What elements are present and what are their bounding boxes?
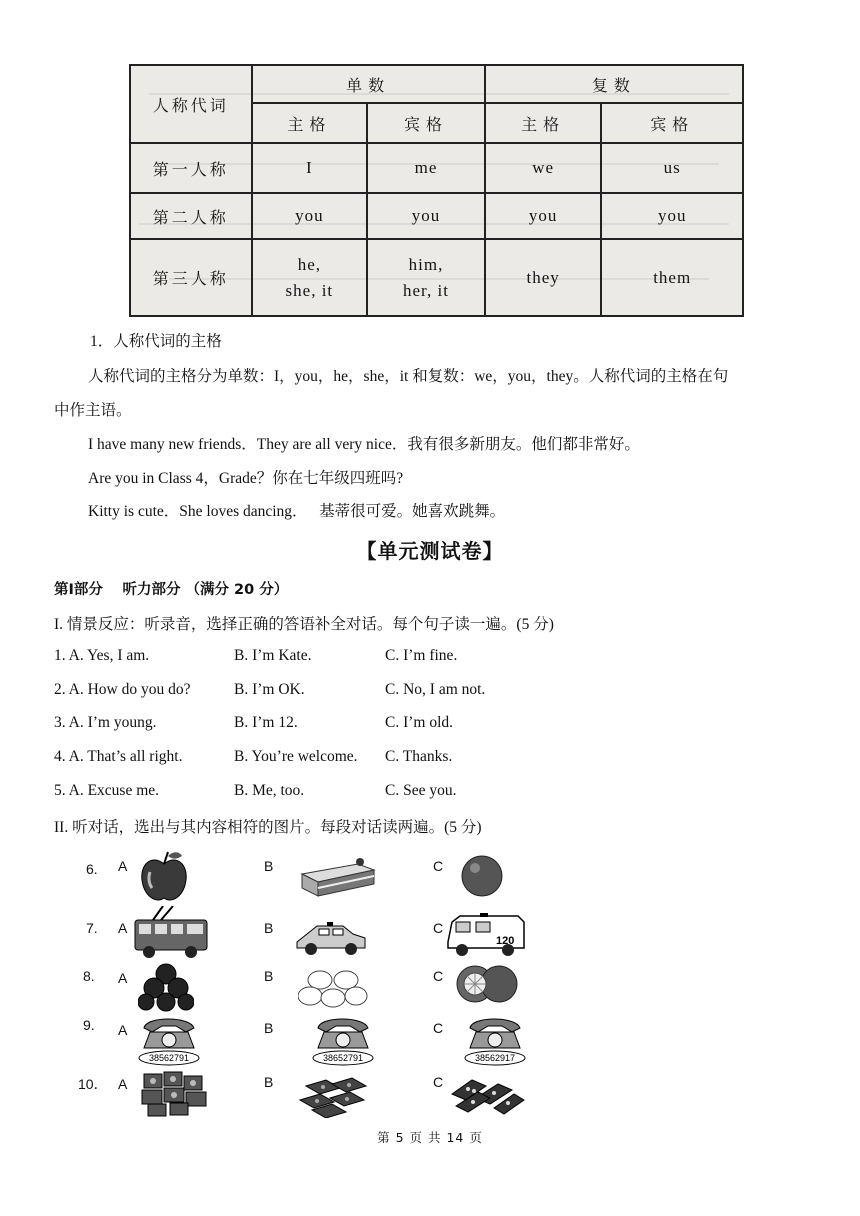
question-1-option-a: 1. A. Yes, I am.	[54, 647, 150, 664]
picture-option-letter: A	[118, 1076, 128, 1092]
table-cell: you	[252, 193, 368, 239]
question-2-option-b: B. I’m OK.	[234, 681, 305, 698]
dominoes-icon	[446, 1076, 526, 1118]
grammar-paragraph-line2: 中作主语。	[54, 402, 132, 419]
picture-option-letter: A	[118, 920, 128, 936]
picture-option-letter: C	[433, 968, 444, 984]
question-5-option-b: B. Me, too.	[234, 782, 305, 799]
example-sentence: Kitty is cute．She loves dancing． 基蒂很可爱。她喜欢跳舞。	[88, 503, 506, 520]
phone-number: 38562791	[148, 1053, 190, 1063]
plural-header: 复数	[485, 65, 743, 103]
picture-option-letter: A	[118, 858, 128, 874]
singular-header: 单数	[252, 65, 485, 103]
telephone-icon	[462, 1014, 528, 1066]
singular-subject-header: 主格	[252, 103, 368, 143]
table-cell: you	[367, 193, 485, 239]
apples-pile-icon	[138, 962, 194, 1012]
grammar-paragraph-line1: 人称代词的主格分为单数：I，you，he，she，it 和复数：we，you，they。人称代词的主格在句	[88, 368, 729, 385]
picture-option-letter: C	[433, 1020, 444, 1036]
picture-option-letter: B	[264, 858, 274, 874]
section2-instruction: II. 听对话，选出与其内容相符的图片。每段对话读两遍。(5 分)	[54, 819, 482, 836]
picture-option-letter: B	[264, 1074, 274, 1090]
picture-option-letter: C	[433, 920, 444, 936]
test-title: 【单元测试卷】	[356, 539, 504, 563]
section1-instruction: I. 情景反应：听录音，选择正确的答语补全对话。每个句子读一遍。(5 分)	[54, 616, 554, 633]
row-header-second-person: 第二人称	[130, 193, 252, 239]
table-cell: us	[601, 143, 743, 193]
picture-option-letter: A	[118, 970, 128, 986]
pronoun-table	[129, 64, 744, 315]
example-sentence: I have many new friends．They are all very nice．我有很多新朋友。他们都非常好。	[88, 436, 640, 453]
orange-icon	[460, 854, 504, 898]
question-3-option-b: B. I’m 12.	[234, 714, 298, 731]
table-cell: I	[252, 143, 368, 193]
table-cell: we	[485, 143, 602, 193]
picture-option-letter: B	[264, 968, 274, 984]
picture-question-number: 10．	[78, 1076, 108, 1092]
question-5-option-a: 5. A. Excuse me.	[54, 782, 160, 799]
telephone-icon	[136, 1014, 202, 1066]
picture-option-letter: C	[433, 858, 444, 874]
boxes-stack-icon	[140, 1070, 210, 1118]
ambulance-number: 120	[496, 935, 515, 947]
ambulance-icon	[446, 912, 526, 958]
question-2-option-a: 2. A. How do you do?	[54, 681, 191, 698]
phone-number: 38562917	[474, 1053, 516, 1063]
table-cell: you	[601, 193, 743, 239]
question-4-option-c: C. Thanks.	[385, 748, 453, 765]
trolley-bus-icon	[133, 906, 211, 960]
question-3-option-a: 3. A. I’m young.	[54, 714, 157, 731]
grammar-heading: 1．人称代词的主格	[90, 333, 222, 350]
question-3-option-c: C. I’m old.	[385, 714, 454, 731]
picture-question-number: 7.	[86, 920, 98, 936]
cake-icon	[298, 856, 378, 898]
question-1-option-b: B. I’m Kate.	[234, 647, 312, 664]
eggs-icon	[298, 968, 368, 1010]
picture-option-letter: B	[264, 920, 274, 936]
row-header-third-person: 第三人称	[130, 239, 252, 316]
picture-option-letter: B	[264, 1020, 274, 1036]
table-corner-header: 人称代词	[130, 65, 252, 143]
question-4-option-b: B. You’re welcome.	[234, 748, 358, 765]
apple-icon	[138, 850, 190, 904]
picture-question-number: 8.	[83, 968, 95, 984]
cell-line: she, it	[285, 280, 334, 300]
plural-subject-header: 主格	[485, 103, 602, 143]
oranges-icon	[455, 964, 519, 1004]
table-cell	[367, 239, 485, 316]
cell-line: him,	[408, 254, 444, 274]
question-1-option-c: C. I’m fine.	[385, 647, 458, 664]
picture-question-number: 6.	[86, 861, 98, 877]
table-cell	[252, 239, 368, 316]
question-4-option-a: 4. A. That’s all right.	[54, 748, 183, 765]
question-5-option-c: C. See you.	[385, 782, 457, 799]
picture-question-number: 9.	[83, 1017, 95, 1033]
picture-option-letter: A	[118, 1022, 128, 1038]
table-row	[130, 143, 743, 193]
singular-object-header: 宾格	[367, 103, 485, 143]
page-footer: 第 5 页 共 14 页	[377, 1130, 483, 1145]
plural-object-header: 宾格	[601, 103, 743, 143]
stacked-tiles-icon	[296, 1076, 372, 1118]
police-car-icon	[293, 920, 369, 956]
table-row	[130, 239, 743, 316]
cell-line: her, it	[402, 280, 449, 300]
row-header-first-person: 第一人称	[130, 143, 252, 193]
cell-line: he,	[297, 254, 321, 274]
table-cell: them	[601, 239, 743, 316]
table-cell: me	[367, 143, 485, 193]
table-row	[130, 193, 743, 239]
phone-number: 38652791	[322, 1053, 364, 1063]
part1-heading: 第Ⅰ部分 听力部分 （满分 20 分）	[54, 582, 289, 598]
table-cell: they	[485, 239, 602, 316]
table-cell: you	[485, 193, 602, 239]
question-2-option-c: C. No, I am not.	[385, 681, 486, 698]
example-sentence: Are you in Class 4，Grade？你在七年级四班吗?	[88, 470, 404, 487]
telephone-icon	[310, 1014, 376, 1066]
picture-option-letter: C	[433, 1074, 444, 1090]
